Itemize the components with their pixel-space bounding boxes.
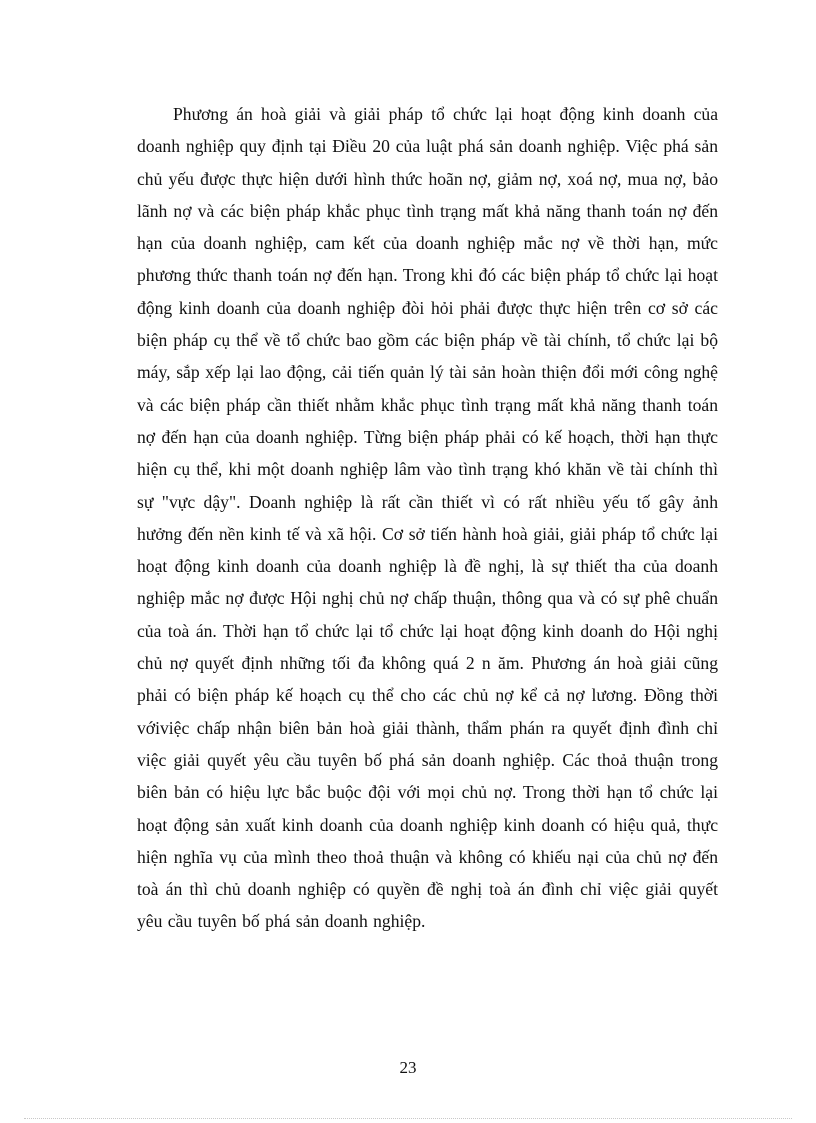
body-paragraph: Phương án hoà giải và giải pháp tổ chức lại hoạt động kinh doanh của doanh nghiệp quy định tại Điều 20 của luật phá sản doanh nghiệp. Việc phá sản chủ yếu được thực hiện dưới hình thức hoãn nợ, giảm nợ, xoá nợ, mua nợ, bảo lãnh nợ và các biện pháp khắc phục tình trạng mất khả năng thanh toán nợ đến hạn của doanh nghiệp, cam kết của doanh nghiệp mắc nợ về thời hạn, mức phương thức thanh toán nợ đến hạn. Trong khi đó các biện pháp tổ chức lại hoạt động kinh doanh của doanh nghiệp đòi hỏi phải được thực hiện trên cơ sở các biện pháp cụ thể về tổ chức bao gồm các biện pháp về tài chính, tổ chức lại bộ máy, sắp xếp lại lao động, cải tiến quản lý tài sản hoàn thiện đổi mới công nghệ và các biện pháp cần thiết nhằm khắc phục tình trạng mất khả năng thanh toán nợ đến hạn của doanh nghiệp. Từng biện pháp phải có kế hoạch, thời hạn thực hiện cụ thể, khi một doanh nghiệp lâm vào tình trạng khó khăn về tài chính thì sự "vực dậy". Doanh nghiệp là rất cần thiết vì có rất nhiều yếu tố gây ảnh hưởng đến nền kinh tế và xã hội. Cơ sở tiến hành hoà giải, giải pháp tổ chức lại hoạt động kinh doanh của doanh nghiệp là đề nghị, là sự thiết tha của doanh nghiệp mắc nợ được Hội nghị chủ nợ chấp thuận, thông qua và có sự phê chuẩn của toà án. Thời hạn tổ chức lại tổ chức lại hoạt động kinh doanh do Hội nghị chủ nợ quyết định những tối đa không quá 2 n ăm. Phương án hoà giải cũng phải có biện pháp kế hoạch cụ thể cho các chủ nợ kể cả nợ lương. Đồng thời vớiviệc chấp nhận biên bản hoà giải thành, thẩm phán ra quyết định đình chỉ việc giải quyết yêu cầu tuyên bố phá sản doanh nghiệp. Các thoả thuận trong biên bản có hiệu lực bắc buộc đội với mọi chủ nợ. Trong thời hạn tổ chức lại hoạt động sản xuất kinh doanh của doanh nghiệp kinh doanh có hiệu quả, thực hiện nghĩa vụ của mình theo thoả thuận và không có khiếu nại của chủ nợ đến toà án thì chủ doanh nghiệp có quyền đề nghị toà án đình chỉ việc giải quyết yêu cầu tuyên bố phá sản doanh nghiệp.	[137, 104, 718, 932]
page-number: 23	[399, 1058, 417, 1077]
page-bottom-divider	[24, 1118, 792, 1119]
